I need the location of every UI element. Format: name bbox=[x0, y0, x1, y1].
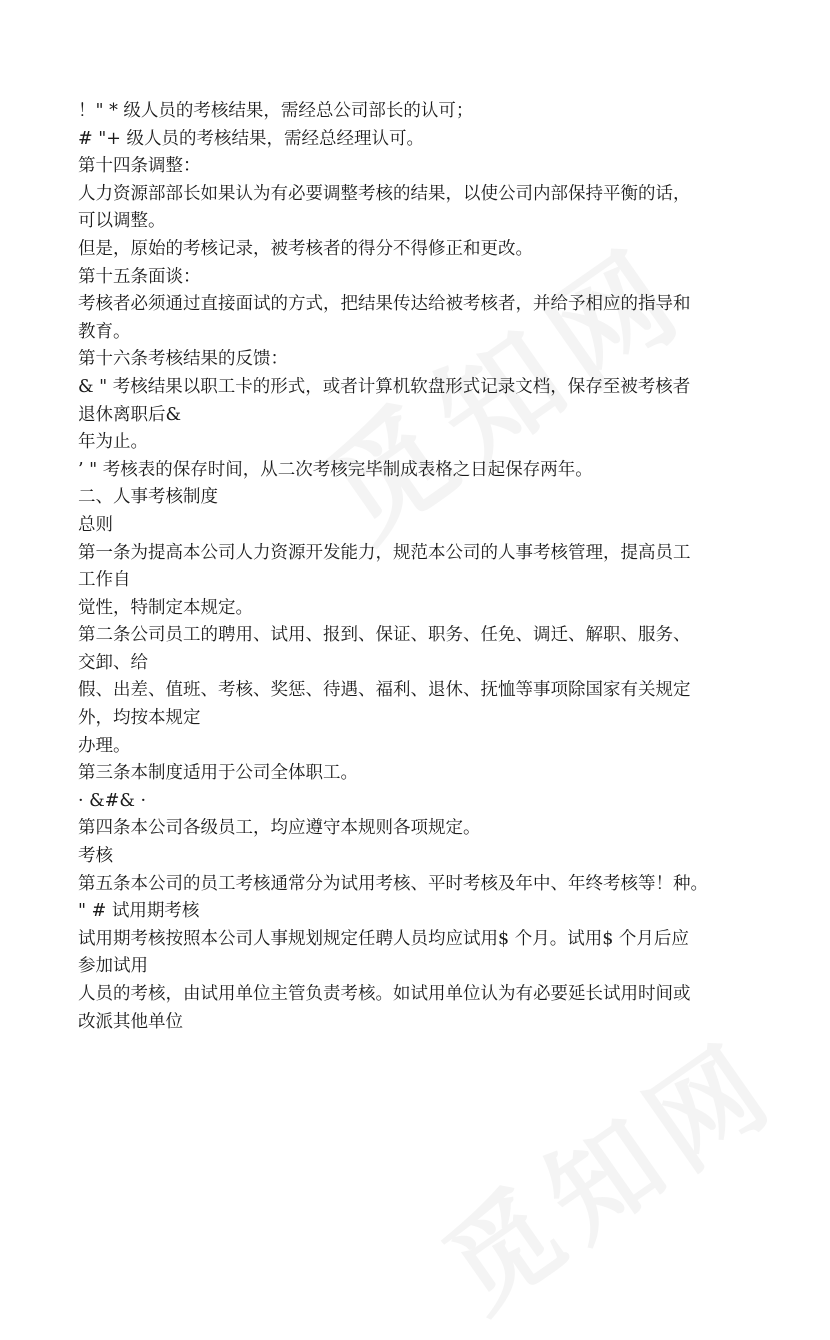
section-heading: 二、人事考核制度 bbox=[78, 487, 218, 508]
text-line: 考核者必须通过直接面试的方式，把结果传达给被考核者，并给予相应的指导和 bbox=[78, 294, 691, 315]
text-line: 可以调整。 bbox=[78, 211, 166, 232]
document-body bbox=[78, 98, 768, 1036]
section-heading: 第十六条考核结果的反馈： bbox=[78, 349, 288, 370]
text-line: 试用期考核按照本公司人事规划规定任聘人员均应试用$ 个月。试用$ 个月后应 bbox=[78, 928, 689, 949]
text-line: # "+ 级人员的考核结果，需经总经理认可。 bbox=[78, 128, 424, 149]
section-heading: 第十四条调整： bbox=[78, 156, 201, 177]
text-line: · &#& · bbox=[78, 790, 147, 811]
text-line: 办理。 bbox=[78, 735, 131, 756]
text-line: 参加试用 bbox=[78, 956, 148, 977]
text-line: 第三条本制度适用于公司全体职工。 bbox=[78, 763, 358, 784]
text-line: 改派其他单位 bbox=[78, 1011, 183, 1032]
text-line: 第二条公司员工的聘用、试用、报到、保证、职务、任免、调迁、解职、服务、 bbox=[78, 625, 691, 646]
text-line: 年为止。 bbox=[78, 432, 148, 453]
text-line: 人力资源部部长如果认为有必要调整考核的结果，以使公司内部保持平衡的话， bbox=[78, 183, 691, 204]
text-line: 假、出差、值班、考核、奖惩、待遇、福利、退休、抚恤等事项除国家有关规定 bbox=[78, 680, 691, 701]
text-line: 教育。 bbox=[78, 321, 131, 342]
text-line: 人员的考核，由试用单位主管负责考核。如试用单位认为有必要延长试用时间或 bbox=[78, 984, 691, 1004]
text-line: 交卸、给 bbox=[78, 652, 148, 673]
text-line: ’ " 考核表的保存时间，从二次考核完毕制成表格之日起保存两年。 bbox=[78, 459, 593, 480]
text-line: 退休离职后& bbox=[78, 404, 182, 425]
text-line: 工作自 bbox=[78, 570, 131, 591]
section-heading: 第十五条面谈： bbox=[78, 266, 201, 287]
watermark bbox=[408, 998, 803, 1340]
section-heading: 总则 bbox=[78, 514, 113, 535]
text-line: 第四条本公司各级员工，均应遵守本规则各项规定。 bbox=[78, 818, 481, 839]
text-line: & " 考核结果以职工卡的形式，或者计算机软盘形式记录文档，保存至被考核者 bbox=[78, 376, 691, 397]
text-line: 第一条为提高本公司人力资源开发能力，规范本公司的人事考核管理，提高员工 bbox=[78, 542, 691, 563]
text-line: ！" * 级人员的考核结果，需经总公司部长的认可； bbox=[78, 101, 474, 121]
text-line: 但是，原始的考核记录，被考核者的得分不得修正和更改。 bbox=[78, 238, 533, 259]
text-line: 第五条本公司的员工考核通常分为试用考核、平时考核及年中、年终考核等！种。 bbox=[78, 873, 708, 894]
text-line: 外，均按本规定 bbox=[78, 708, 201, 729]
section-heading: 考核 bbox=[78, 846, 113, 867]
text-line: 觉性，特制定本规定。 bbox=[78, 597, 253, 618]
section-heading: " # 试用期考核 bbox=[78, 901, 200, 922]
